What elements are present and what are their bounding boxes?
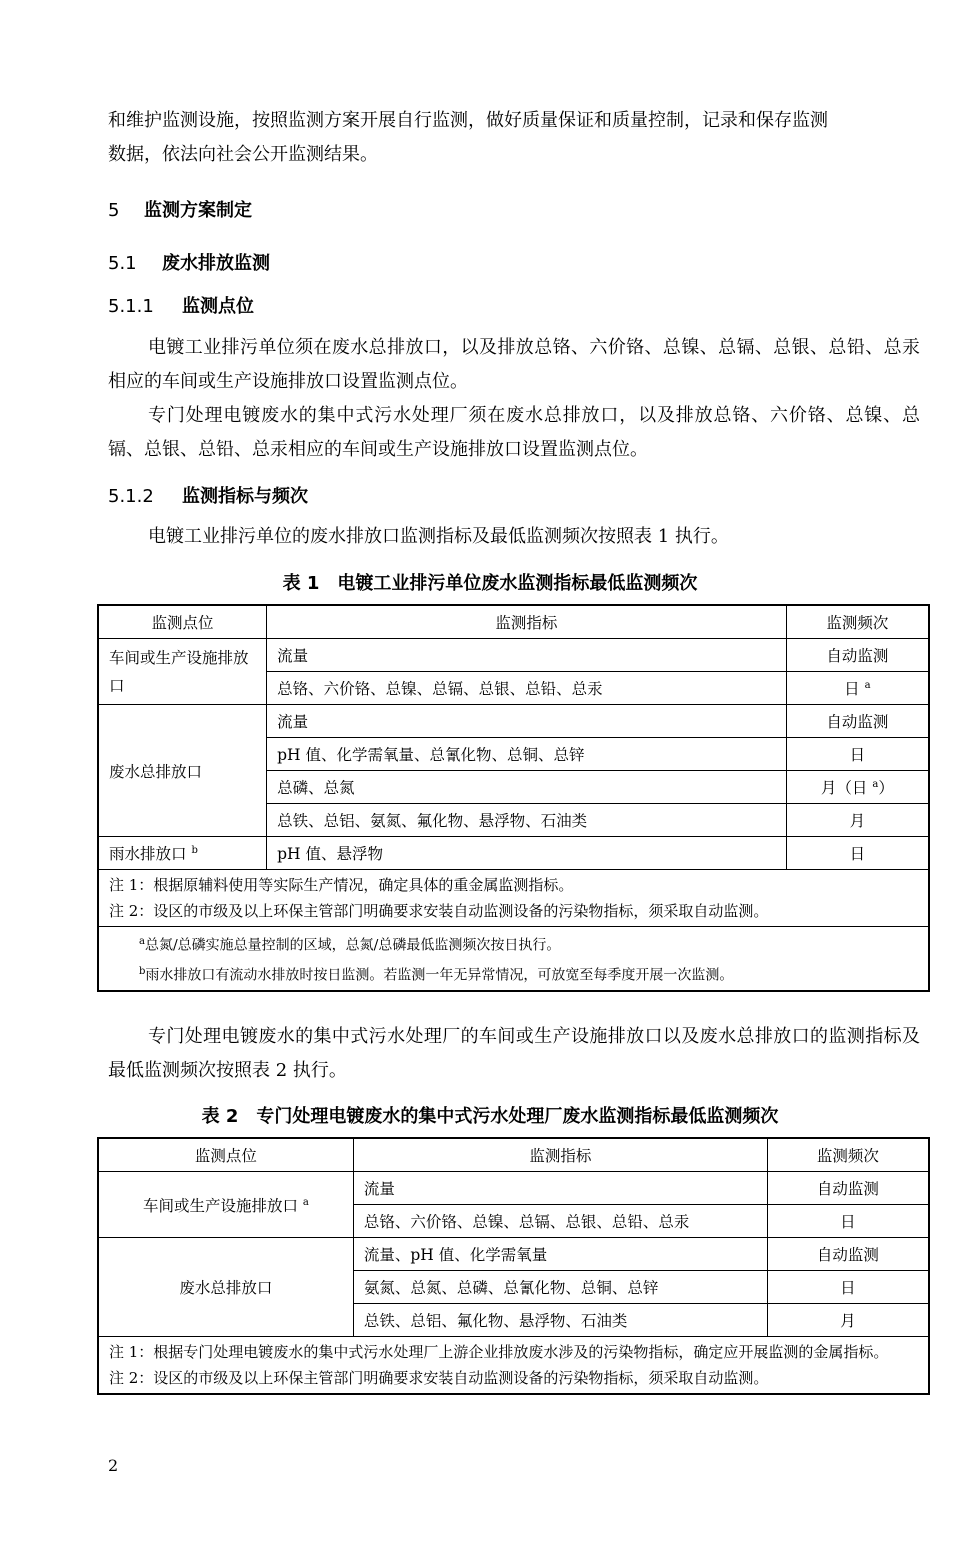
footnote-text: 雨水排放口有流动水排放时按日监测。若监测一年无异常情况，可放宽至每季度开展一次监测。 — [145, 967, 734, 984]
indicator-cell: 总磷、总氮 — [267, 771, 787, 804]
paragraph-512: 电镀工业排污单位的废水排放口监测指标及最低监测频次按照表 1 执行。 — [148, 526, 729, 547]
section-title: 废水排放监测 — [162, 253, 270, 274]
frequency-text: 月（日 — [820, 779, 868, 797]
indicator-cell: 总铁、总铝、氨氮、氟化物、悬浮物、石油类 — [267, 804, 787, 837]
indicator-cell: 流量 — [353, 1172, 767, 1205]
table-header-row — [98, 605, 929, 639]
frequency-cell: 自动监测 — [767, 1238, 929, 1271]
site-cell: 废水总排放口 — [98, 705, 267, 837]
header-cell: 监测频次 — [786, 605, 929, 639]
indicator-cell: 总铬、六价铬、总镍、总镉、总银、总铅、总汞 — [267, 672, 787, 705]
site-cell — [98, 1172, 353, 1238]
frequency-text-end: ） — [878, 779, 894, 797]
intro-line-2: 数据，依法向社会公开监测结果。 — [108, 144, 378, 165]
site-cell: 废水总排放口 — [98, 1238, 353, 1337]
intro-line-1: 和维护监测设施，按照监测方案开展自行监测，做好质量保证和质量控制，记录和保存监测 — [108, 110, 828, 131]
header-cell: 监测指标 — [267, 605, 787, 639]
frequency-cell: 自动监测 — [786, 639, 929, 672]
section-5-heading — [108, 196, 252, 222]
site-text: 车间或生产设施排放口 — [142, 1196, 298, 1215]
table-row — [98, 1172, 929, 1205]
footnote-a — [139, 929, 918, 959]
page-number: 2 — [108, 1456, 119, 1475]
site-text: 雨水排放口 — [109, 845, 187, 863]
frequency-text: 日 — [844, 680, 860, 698]
frequency-cell: 日 — [767, 1271, 929, 1304]
frequency-cell: 自动监测 — [767, 1172, 929, 1205]
section-number: 5.1 — [108, 253, 137, 274]
footnote-marker: a — [302, 1196, 309, 1208]
table-2 — [97, 1137, 930, 1395]
footnote-marker: b — [139, 965, 146, 977]
note-1: 注 1：根据原辅料使用等实际生产情况，确定具体的重金属监测指标。 — [109, 876, 574, 894]
note-2: 注 2：设区的市级及以上环保主管部门明确要求安装自动监测设备的污染物指标，须采取自动监测。 — [109, 902, 769, 920]
indicator-cell: 流量、pH 值、化学需氧量 — [353, 1238, 767, 1271]
notes-cell — [98, 1337, 929, 1395]
footnote-text: 总氮/总磷实施总量控制的区域，总氮/总磷最低监测频次按日执行。 — [144, 937, 561, 954]
indicator-cell: 流量 — [267, 639, 787, 672]
indicator-cell: 总铬、六价铬、总镍、总镉、总银、总铅、总汞 — [353, 1205, 767, 1238]
section-5-1-1-heading — [108, 292, 254, 318]
intro-paragraph — [108, 104, 920, 172]
section-title: 监测点位 — [182, 296, 254, 317]
section-number: 5 — [108, 200, 120, 221]
header-cell: 监测频次 — [767, 1138, 929, 1172]
table-row — [98, 705, 929, 738]
indicator-cell: 总铁、总铝、氟化物、悬浮物、石油类 — [353, 1304, 767, 1337]
frequency-cell: 月 — [767, 1304, 929, 1337]
section-number: 5.1.2 — [108, 486, 154, 507]
header-cell: 监测点位 — [98, 1138, 353, 1172]
table-row — [98, 837, 929, 870]
paragraph-511-a: 电镀工业排污单位须在废水总排放口，以及排放总铬、六价铬、总镍、总镉、总银、总铅、总汞相应的车间或生产设施排放口设置监测点位。 — [108, 337, 920, 392]
footnote-b — [139, 959, 918, 989]
indicator-cell: pH 值、化学需氧量、总氰化物、总铜、总锌 — [267, 738, 787, 771]
site-cell — [98, 837, 267, 870]
section-title: 监测指标与频次 — [182, 486, 308, 507]
footnote-marker: a — [139, 936, 145, 947]
table-footnotes-row — [98, 927, 929, 992]
note-2: 注 2：设区的市级及以上环保主管部门明确要求安装自动监测设备的污染物指标，须采取自动监测。 — [109, 1369, 769, 1387]
notes-cell — [98, 870, 929, 927]
frequency-cell — [786, 672, 929, 705]
frequency-cell: 日 — [786, 738, 929, 771]
footnote-marker: a — [872, 778, 879, 790]
frequency-cell: 月 — [786, 804, 929, 837]
section-number: 5.1.1 — [108, 296, 154, 317]
frequency-cell: 自动监测 — [786, 705, 929, 738]
header-cell: 监测指标 — [353, 1138, 767, 1172]
section-5-1-2-heading — [108, 482, 308, 508]
table-header-row — [98, 1138, 929, 1172]
indicator-cell: pH 值、悬浮物 — [267, 837, 787, 870]
indicator-cell: 氨氮、总氮、总磷、总氰化物、总铜、总锌 — [353, 1271, 767, 1304]
frequency-cell: 日 — [786, 837, 929, 870]
table-row — [98, 639, 929, 672]
site-cell: 车间或生产设施排放口 — [98, 639, 267, 705]
paragraph-table-2-intro: 专门处理电镀废水的集中式污水处理厂的车间或生产设施排放口以及废水总排放口的监测指标及最低监测频次按照表 2 执行。 — [108, 1026, 920, 1081]
section-5-1-heading — [108, 249, 270, 275]
frequency-cell: 日 — [767, 1205, 929, 1238]
footnote-marker: b — [191, 844, 198, 856]
indicator-cell: 流量 — [267, 705, 787, 738]
table-notes-row — [98, 1337, 929, 1395]
footnote-marker: a — [864, 679, 871, 691]
header-cell: 监测点位 — [98, 605, 267, 639]
section-title: 监测方案制定 — [144, 200, 252, 221]
table-1-caption: 表 1 电镀工业排污单位废水监测指标最低监测频次 — [282, 573, 698, 594]
table-2-caption: 表 2 专门处理电镀废水的集中式污水处理厂废水监测指标最低监测频次 — [201, 1106, 779, 1127]
table-row — [98, 1238, 929, 1271]
frequency-cell — [786, 771, 929, 804]
table-1 — [97, 604, 930, 992]
table-notes-row — [98, 870, 929, 927]
note-1: 注 1：根据专门处理电镀废水的集中式污水处理厂上游企业排放废水涉及的污染物指标，确定应开展监测的金属指标。 — [109, 1343, 889, 1361]
footnotes-cell — [98, 927, 929, 992]
paragraph-511-b: 专门处理电镀废水的集中式污水处理厂须在废水总排放口，以及排放总铬、六价铬、总镍、总镉、总银、总铅、总汞相应的车间或生产设施排放口设置监测点位。 — [108, 405, 920, 460]
